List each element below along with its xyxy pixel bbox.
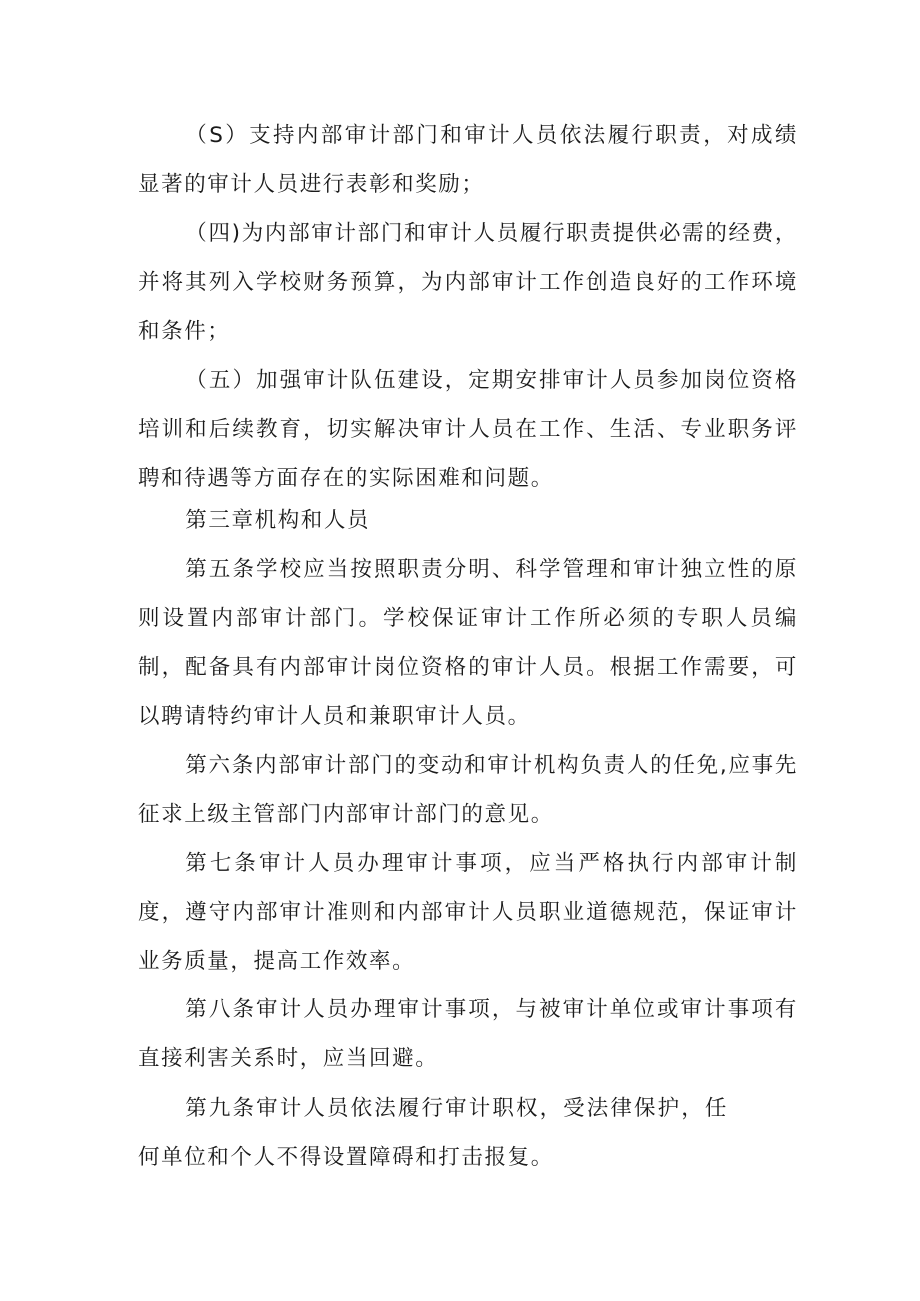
paragraph-funding: （四)为内部审计部门和审计人员履行职责提供必需的经费，并将其列入学校财务预算，为内部审计工作创造良好的工作环境和条件； <box>138 221 798 344</box>
paragraph-support-duties: （S）支持内部审计部门和审计人员依法履行职责，对成绩显著的审计人员进行表彰和奖励； <box>138 123 798 197</box>
article-nine: 第九条审计人员依法履行审计职权，受法律保护，任何单位和个人不得设置障碍和打击报复。 <box>138 1096 728 1170</box>
article-eight: 第八条审计人员办理审计事项，与被审计单位或审计事项有直接利害关系时，应当回避。 <box>138 997 798 1071</box>
article-five: 第五条学校应当按照职责分明、科学管理和审计独立性的原则设置内部审计部门。学校保证审计工作所必须的专职人员编制，配备具有内部审计岗位资格的审计人员。根据工作需要，可以聘请特约审计人员和兼职审计人员。 <box>138 557 798 729</box>
chapter-heading: 第三章机构和人员 <box>185 508 371 533</box>
paragraph-team-building: （五）加强审计队伍建设，定期安排审计人员参加岗位资格培训和后续教育，切实解决审计人员在工作、生活、专业职务评聘和待遇等方面存在的实际困难和问题。 <box>138 368 798 491</box>
article-seven: 第七条审计人员办理审计事项，应当严格执行内部审计制度，遵守内部审计准则和内部审计人员职业道德规范，保证审计业务质量，提高工作效率。 <box>138 851 798 974</box>
article-six: 第六条内部审计部门的变动和审计机构负责人的任免,应事先征求上级主管部门内部审计部门的意见。 <box>138 753 798 827</box>
